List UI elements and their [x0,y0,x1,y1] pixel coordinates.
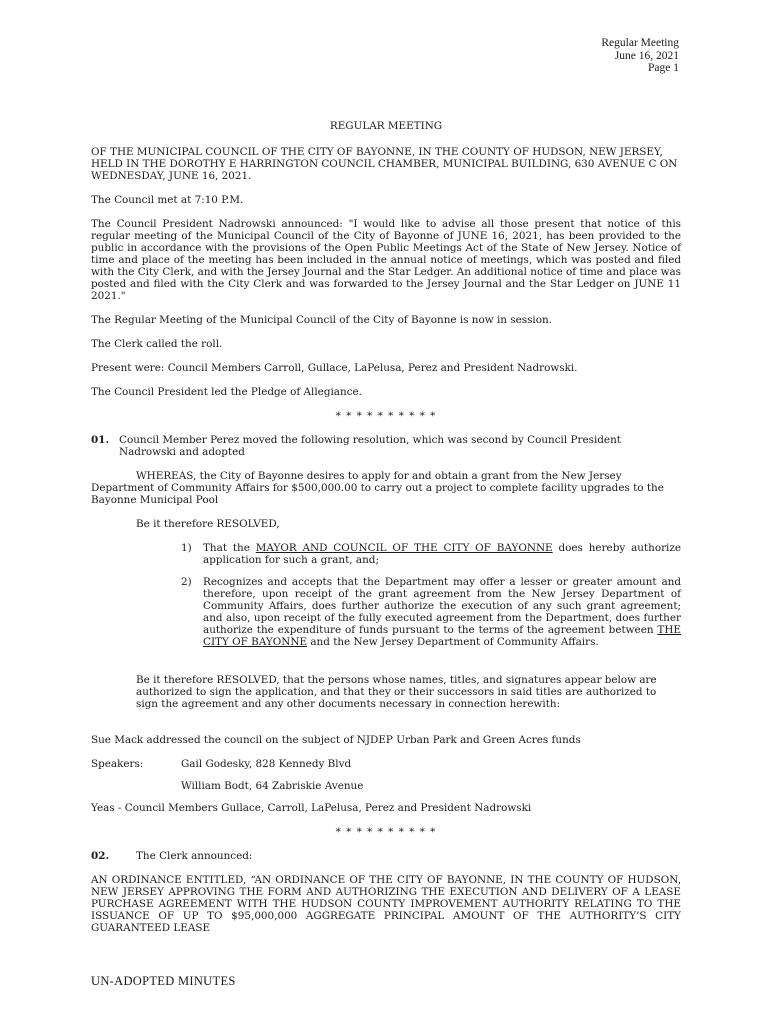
list-text: That the MAYOR AND COUNCIL OF THE CITY OF BAYONNE does hereby authorize application for such a grant, and; [203,542,681,566]
speaker-entry: William Bodt, 64 Zabriskie Avenue [181,780,364,792]
item-motion-text: Council Member Perez moved the following resolution, which was second by Council President Nadrowski and adopted [119,434,621,458]
underlined-party: THE CITY OF BAYONNE [203,624,681,648]
meeting-time: The Council met at 7:10 P.M. [91,194,244,206]
pledge-statement: The Council President led the Pledge of Allegiance. [91,386,362,398]
intro-paragraph: OF THE MUNICIPAL COUNCIL OF THE CITY OF BAYONNE, IN THE COUNTY OF HUDSON, NEW JERSEY, HELD IN THE DOROTHY E HARRINGTON COUNCIL CHAMBER, MUNICIPAL BUILDING, 630 AVENUE C ON WEDNESDAY, JUNE 16, 2021. [91,146,678,182]
list-item [181,542,681,566]
public-comment: Sue Mack addressed the council on the subject of NJDEP Urban Park and Green Acres funds [91,734,581,746]
resolution-list [181,542,681,648]
session-statement: The Regular Meeting of the Municipal Council of the City of Bayonne is now in session. [91,314,552,326]
list-item [181,576,681,648]
document-body [91,120,681,934]
yeas-vote: Yeas - Council Members Gullace, Carroll, LaPelusa, Perez and President Nadrowski [91,802,532,814]
page-header [601,37,679,75]
header-date: June 16, 2021 [614,49,679,62]
header-page-number: Page 1 [648,62,679,74]
speaker-entry: Gail Godesky, 828 Kennedy Blvd [181,758,352,770]
underlined-party: MAYOR AND COUNCIL OF THE CITY OF BAYONNE [255,542,553,554]
item-number: 02. [91,850,110,862]
header-meeting-type: Regular Meeting [601,37,679,49]
speakers-row [91,780,681,792]
document-title: REGULAR MEETING [329,120,443,132]
list-number: 1) [181,542,192,554]
separator-stars: * * * * * * * * * * [335,826,437,838]
item-02-heading [91,850,681,862]
speakers-label: Speakers: [91,758,144,770]
roll-call: The Clerk called the roll. [91,338,223,350]
list-number: 2) [181,576,192,588]
separator-stars: * * * * * * * * * * [335,410,437,422]
ordinance-title: AN ORDINANCE ENTITLED, “AN ORDINANCE OF THE CITY OF BAYONNE, IN THE COUNTY OF HUDSON, NEW JERSEY APPROVING THE FORM AND AUTHORIZING THE EXECUTION AND DELIVERY OF A LEASE PURCHASE AGREEMENT WITH THE HUDSON COUNTY IMPROVEMENT AUTHORITY RELATING TO THE ISSUANCE OF UP TO $95,000,000 AGGREGATE PRINCIPAL AMOUNT OF THE AUTHORITY’S CITY GUARANTEED LEASE [91,874,681,934]
item-number: 01. [91,434,110,446]
item-motion-text: The Clerk announced: [136,850,253,862]
resolved-signatures-paragraph: Be it therefore RESOLVED, that the persons whose names, titles, and signatures appear below are authorized to sign the application, and that they or their successors in said titles are authorized to sign the agreement and any other documents necessary in connection herewith: [136,674,657,710]
present-members: Present were: Council Members Carroll, Gullace, LaPelusa, Perez and President Nadrowski. [91,362,578,374]
resolved-line: Be it therefore RESOLVED, [136,518,280,530]
whereas-paragraph: WHEREAS, the City of Bayonne desires to apply for and obtain a grant from the New Jersey Department of Community Affairs for $500,000.00 to carry out a project to complete facility upgrades to the Bayonne Municipal Pool [91,470,664,506]
page-footer: UN-ADOPTED MINUTES [91,974,236,988]
speakers-row [91,758,681,770]
announcement-paragraph: The Council President Nadrowski announced: "I would like to advise all those present that notice of this regular meeting of the Municipal Council of the City of Bayonne of JUNE 16, 2021, has been provided to the public in accordance with the provisions of the Open Public Meetings Act of the State of New Jersey. Notice of time and place of the meeting has been included in the annual notice of meetings, which was posted and filed with the City Clerk, and with the Jersey Journal and the Star Ledger. An additional notice of time and place was posted and filed with the City Clerk and was forwarded to the Jersey Journal and the Star Ledger on JUNE 11 2021." [91,218,681,302]
list-text: Recognizes and accepts that the Department may offer a lesser or greater amount and therefore, upon receipt of the grant agreement from the New Jersey Department of Community Affairs, does further authorize the execution of any such grant agreement; and also, upon receipt of the fully executed agreement from the Department, does further authorize the expenditure of funds pursuant to the terms of the agreement between THE CITY OF BAYONNE and the New Jersey Department of Community Affairs. [203,576,681,648]
item-01-heading [91,434,681,458]
